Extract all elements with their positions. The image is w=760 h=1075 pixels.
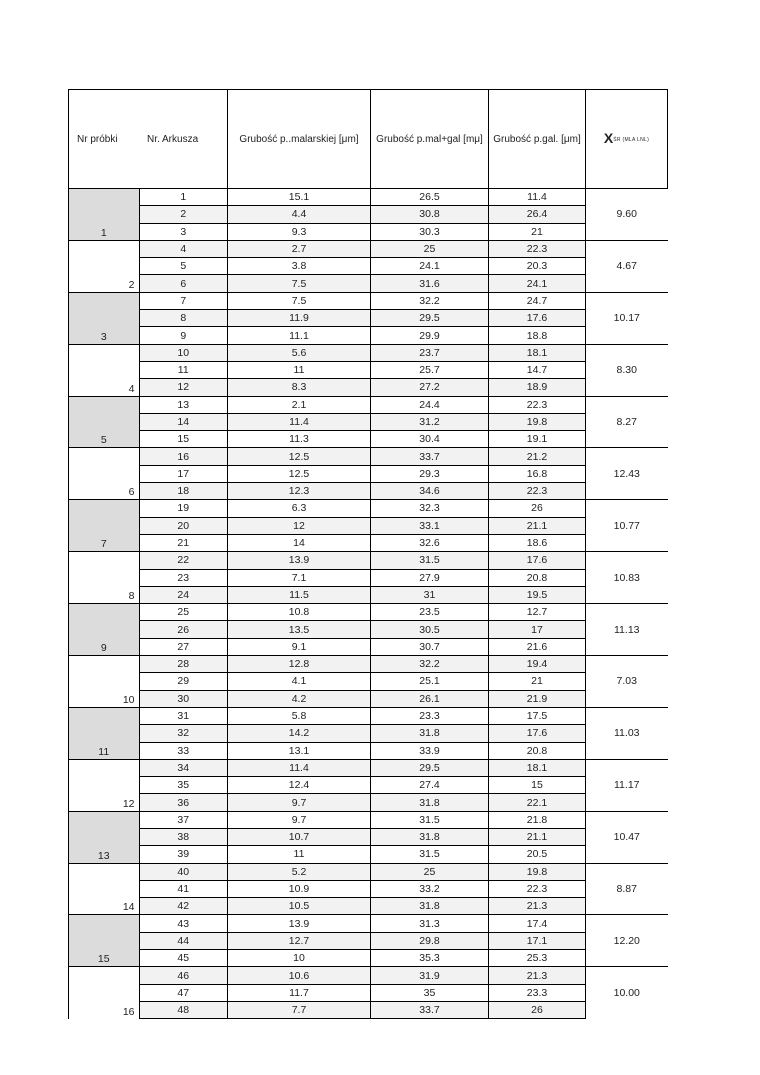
table-row <box>69 361 668 378</box>
sheet-number-cell: 18 <box>139 483 228 500</box>
table-row <box>69 621 668 638</box>
paint-galv-thickness-cell: 26.1 <box>371 690 489 707</box>
sheet-number-cell: 21 <box>139 534 228 551</box>
galv-thickness-cell: 14.7 <box>489 361 586 378</box>
table-row <box>69 673 668 690</box>
table-row <box>69 379 668 396</box>
paint-thickness-cell: 7.5 <box>228 275 371 292</box>
galv-thickness-cell: 17.4 <box>489 915 586 932</box>
paint-thickness-cell: 9.7 <box>228 811 371 828</box>
paint-galv-thickness-cell: 29.8 <box>371 932 489 949</box>
sheet-number-cell: 17 <box>139 465 228 482</box>
paint-galv-thickness-cell: 31 <box>371 586 489 603</box>
galv-thickness-cell: 20.5 <box>489 846 586 863</box>
sample-number-cell: 16 <box>69 967 140 1019</box>
sheet-number-cell: 11 <box>139 361 228 378</box>
paint-galv-thickness-cell: 25.1 <box>371 673 489 690</box>
sheet-number-cell: 29 <box>139 673 228 690</box>
table-row <box>69 777 668 794</box>
paint-thickness-cell: 14.2 <box>228 725 371 742</box>
sample-number-cell: 12 <box>69 759 140 811</box>
sheet-number-cell: 3 <box>139 223 228 240</box>
galv-thickness-cell: 22.3 <box>489 880 586 897</box>
paint-thickness-cell: 4.4 <box>228 206 371 223</box>
paint-galv-thickness-cell: 32.2 <box>371 656 489 673</box>
table-row <box>69 880 668 897</box>
average-cell: 10.17 <box>586 292 668 344</box>
paint-galv-thickness-cell: 32.3 <box>371 500 489 517</box>
sheet-number-cell: 20 <box>139 517 228 534</box>
header-nr-arkusza: Nr. Arkusza <box>139 90 228 189</box>
sheet-number-cell: 42 <box>139 898 228 915</box>
sheet-number-cell: 16 <box>139 448 228 465</box>
paint-thickness-cell: 7.5 <box>228 292 371 309</box>
table-row <box>69 413 668 430</box>
table-row <box>69 828 668 845</box>
sample-number-cell: 6 <box>69 448 140 500</box>
paint-galv-thickness-cell: 23.7 <box>371 344 489 361</box>
galv-thickness-cell: 18.6 <box>489 534 586 551</box>
average-cell: 12.20 <box>586 915 668 967</box>
paint-thickness-cell: 5.6 <box>228 344 371 361</box>
paint-galv-thickness-cell: 30.4 <box>371 431 489 448</box>
table-row <box>69 950 668 967</box>
galv-thickness-cell: 21.6 <box>489 638 586 655</box>
galv-thickness-cell: 21.2 <box>489 448 586 465</box>
table-row <box>69 465 668 482</box>
sheet-number-cell: 31 <box>139 707 228 724</box>
paint-thickness-cell: 12.3 <box>228 483 371 500</box>
galv-thickness-cell: 24.7 <box>489 292 586 309</box>
table-row <box>69 223 668 240</box>
sheet-number-cell: 28 <box>139 656 228 673</box>
galv-thickness-cell: 17.1 <box>489 932 586 949</box>
header-average <box>586 90 668 189</box>
galv-thickness-cell: 15 <box>489 777 586 794</box>
sheet-number-cell: 39 <box>139 846 228 863</box>
sample-number-cell: 5 <box>69 396 140 448</box>
average-subscript: ŚR (MLA LNL) <box>613 136 650 143</box>
paint-galv-thickness-cell: 35 <box>371 984 489 1001</box>
paint-galv-thickness-cell: 23.5 <box>371 604 489 621</box>
table-row <box>69 863 668 880</box>
average-cell: 10.83 <box>586 552 668 604</box>
paint-thickness-cell: 11.1 <box>228 327 371 344</box>
sample-number-cell: 11 <box>69 707 140 759</box>
paint-galv-thickness-cell: 31.9 <box>371 967 489 984</box>
average-cell: 8.87 <box>586 863 668 915</box>
paint-thickness-cell: 13.1 <box>228 742 371 759</box>
paint-galv-thickness-cell: 30.8 <box>371 206 489 223</box>
paint-thickness-cell: 12.4 <box>228 777 371 794</box>
galv-thickness-cell: 19.1 <box>489 431 586 448</box>
paint-thickness-cell: 9.3 <box>228 223 371 240</box>
sheet-number-cell: 27 <box>139 638 228 655</box>
sheet-number-cell: 40 <box>139 863 228 880</box>
paint-galv-thickness-cell: 34.6 <box>371 483 489 500</box>
table-row <box>69 1001 668 1018</box>
sheet-number-cell: 48 <box>139 1001 228 1018</box>
sample-number-cell: 10 <box>69 656 140 708</box>
table-row <box>69 759 668 776</box>
sheet-number-cell: 34 <box>139 759 228 776</box>
galv-thickness-cell: 19.5 <box>489 586 586 603</box>
galv-thickness-cell: 18.1 <box>489 759 586 776</box>
paint-galv-thickness-cell: 32.6 <box>371 534 489 551</box>
sheet-number-cell: 5 <box>139 258 228 275</box>
paint-thickness-cell: 8.3 <box>228 379 371 396</box>
average-cell: 11.03 <box>586 707 668 759</box>
paint-thickness-cell: 4.1 <box>228 673 371 690</box>
sheet-number-cell: 9 <box>139 327 228 344</box>
sheet-number-cell: 13 <box>139 396 228 413</box>
paint-thickness-cell: 6.3 <box>228 500 371 517</box>
paint-galv-thickness-cell: 31.8 <box>371 898 489 915</box>
header-grubosc-gal: Grubość p.gal. [μm] <box>489 90 586 189</box>
average-cell: 9.60 <box>586 189 668 241</box>
table-row <box>69 846 668 863</box>
sheet-number-cell: 7 <box>139 292 228 309</box>
table-row <box>69 310 668 327</box>
paint-thickness-cell: 15.1 <box>228 189 371 206</box>
paint-thickness-cell: 2.7 <box>228 240 371 257</box>
average-cell: 8.30 <box>586 344 668 396</box>
galv-thickness-cell: 26 <box>489 500 586 517</box>
paint-galv-thickness-cell: 31.8 <box>371 725 489 742</box>
sheet-number-cell: 22 <box>139 552 228 569</box>
paint-galv-thickness-cell: 26.5 <box>371 189 489 206</box>
table-row <box>69 742 668 759</box>
galv-thickness-cell: 20.8 <box>489 569 586 586</box>
paint-galv-thickness-cell: 29.9 <box>371 327 489 344</box>
paint-galv-thickness-cell: 24.4 <box>371 396 489 413</box>
paint-thickness-cell: 12 <box>228 517 371 534</box>
table-row <box>69 967 668 984</box>
galv-thickness-cell: 18.1 <box>489 344 586 361</box>
galv-thickness-cell: 18.8 <box>489 327 586 344</box>
header-grubosc-malarskiej: Grubość p..malarskiej [μm] <box>228 90 371 189</box>
sheet-number-cell: 10 <box>139 344 228 361</box>
paint-galv-thickness-cell: 31.6 <box>371 275 489 292</box>
sheet-number-cell: 43 <box>139 915 228 932</box>
sample-number-cell: 4 <box>69 344 140 396</box>
table-header <box>69 90 668 189</box>
sheet-number-cell: 14 <box>139 413 228 430</box>
galv-thickness-cell: 16.8 <box>489 465 586 482</box>
sheet-number-cell: 26 <box>139 621 228 638</box>
sheet-number-cell: 25 <box>139 604 228 621</box>
paint-thickness-cell: 13.9 <box>228 915 371 932</box>
table-row <box>69 915 668 932</box>
galv-thickness-cell: 19.8 <box>489 413 586 430</box>
paint-galv-thickness-cell: 33.1 <box>371 517 489 534</box>
sheet-number-cell: 36 <box>139 794 228 811</box>
paint-thickness-cell: 11 <box>228 846 371 863</box>
galv-thickness-cell: 22.3 <box>489 240 586 257</box>
paint-galv-thickness-cell: 27.2 <box>371 379 489 396</box>
paint-thickness-cell: 5.8 <box>228 707 371 724</box>
table-row <box>69 344 668 361</box>
table-row <box>69 206 668 223</box>
galv-thickness-cell: 18.9 <box>489 379 586 396</box>
table-row <box>69 552 668 569</box>
sheet-number-cell: 44 <box>139 932 228 949</box>
table-row <box>69 638 668 655</box>
sheet-number-cell: 41 <box>139 880 228 897</box>
paint-thickness-cell: 11.9 <box>228 310 371 327</box>
header-nr-probki: Nr próbki <box>69 90 140 189</box>
galv-thickness-cell: 21 <box>489 223 586 240</box>
galv-thickness-cell: 19.8 <box>489 863 586 880</box>
average-cell: 10.00 <box>586 967 668 1019</box>
galv-thickness-cell: 26.4 <box>489 206 586 223</box>
table-row <box>69 604 668 621</box>
paint-thickness-cell: 13.5 <box>228 621 371 638</box>
sample-number-cell: 3 <box>69 292 140 344</box>
paint-galv-thickness-cell: 30.5 <box>371 621 489 638</box>
sheet-number-cell: 8 <box>139 310 228 327</box>
galv-thickness-cell: 21.3 <box>489 898 586 915</box>
paint-thickness-cell: 10.6 <box>228 967 371 984</box>
paint-galv-thickness-cell: 25 <box>371 240 489 257</box>
table-row <box>69 240 668 257</box>
sheet-number-cell: 37 <box>139 811 228 828</box>
sheet-number-cell: 19 <box>139 500 228 517</box>
table-row <box>69 258 668 275</box>
paint-thickness-cell: 9.1 <box>228 638 371 655</box>
sheet-number-cell: 45 <box>139 950 228 967</box>
average-symbol: X <box>603 129 614 146</box>
sample-number-cell: 2 <box>69 240 140 292</box>
galv-thickness-cell: 23.3 <box>489 984 586 1001</box>
average-cell: 8.27 <box>586 396 668 448</box>
table-row <box>69 448 668 465</box>
paint-thickness-cell: 12.7 <box>228 932 371 949</box>
sample-number-cell: 7 <box>69 500 140 552</box>
measurement-table-sheet <box>68 89 668 1019</box>
paint-thickness-cell: 10.9 <box>228 880 371 897</box>
paint-galv-thickness-cell: 33.7 <box>371 1001 489 1018</box>
table-row <box>69 517 668 534</box>
paint-thickness-cell: 3.8 <box>228 258 371 275</box>
galv-thickness-cell: 19.4 <box>489 656 586 673</box>
paint-galv-thickness-cell: 25.7 <box>371 361 489 378</box>
paint-thickness-cell: 11.5 <box>228 586 371 603</box>
paint-galv-thickness-cell: 31.5 <box>371 552 489 569</box>
paint-galv-thickness-cell: 31.2 <box>371 413 489 430</box>
paint-galv-thickness-cell: 29.3 <box>371 465 489 482</box>
table-row <box>69 707 668 724</box>
paint-thickness-cell: 7.7 <box>228 1001 371 1018</box>
sheet-number-cell: 15 <box>139 431 228 448</box>
paint-thickness-cell: 7.1 <box>228 569 371 586</box>
galv-thickness-cell: 17.6 <box>489 310 586 327</box>
galv-thickness-cell: 12.7 <box>489 604 586 621</box>
table-row <box>69 483 668 500</box>
paint-thickness-cell: 12.5 <box>228 465 371 482</box>
sample-number-cell: 1 <box>69 189 140 241</box>
average-cell: 4.67 <box>586 240 668 292</box>
paint-galv-thickness-cell: 30.3 <box>371 223 489 240</box>
sheet-number-cell: 32 <box>139 725 228 742</box>
table-row <box>69 534 668 551</box>
galv-thickness-cell: 21.1 <box>489 517 586 534</box>
paint-galv-thickness-cell: 29.5 <box>371 310 489 327</box>
paint-galv-thickness-cell: 31.8 <box>371 828 489 845</box>
galv-thickness-cell: 25.3 <box>489 950 586 967</box>
header-grubosc-mal-gal: Grubość p.mal+gal [mμ] <box>371 90 489 189</box>
paint-thickness-cell: 12.8 <box>228 656 371 673</box>
paint-thickness-cell: 10.5 <box>228 898 371 915</box>
paint-galv-thickness-cell: 25 <box>371 863 489 880</box>
paint-thickness-cell: 9.7 <box>228 794 371 811</box>
sheet-number-cell: 2 <box>139 206 228 223</box>
galv-thickness-cell: 22.3 <box>489 483 586 500</box>
sample-number-cell: 15 <box>69 915 140 967</box>
table-row <box>69 794 668 811</box>
sheet-number-cell: 12 <box>139 379 228 396</box>
paint-galv-thickness-cell: 32.2 <box>371 292 489 309</box>
sheet-number-cell: 38 <box>139 828 228 845</box>
paint-thickness-cell: 10.7 <box>228 828 371 845</box>
galv-thickness-cell: 21.3 <box>489 967 586 984</box>
table-row <box>69 898 668 915</box>
paint-galv-thickness-cell: 23.3 <box>371 707 489 724</box>
table-row <box>69 431 668 448</box>
average-cell: 11.13 <box>586 604 668 656</box>
sheet-number-cell: 4 <box>139 240 228 257</box>
paint-galv-thickness-cell: 33.7 <box>371 448 489 465</box>
measurement-table <box>68 89 668 1019</box>
galv-thickness-cell: 20.3 <box>489 258 586 275</box>
table-row <box>69 656 668 673</box>
sample-number-cell: 8 <box>69 552 140 604</box>
table-row <box>69 932 668 949</box>
sample-number-cell: 9 <box>69 604 140 656</box>
header-row <box>69 90 668 189</box>
sheet-number-cell: 6 <box>139 275 228 292</box>
average-cell: 10.77 <box>586 500 668 552</box>
paint-galv-thickness-cell: 31.5 <box>371 846 489 863</box>
table-row <box>69 275 668 292</box>
paint-thickness-cell: 11.3 <box>228 431 371 448</box>
galv-thickness-cell: 11.4 <box>489 189 586 206</box>
average-cell: 12.43 <box>586 448 668 500</box>
table-row <box>69 327 668 344</box>
paint-thickness-cell: 14 <box>228 534 371 551</box>
table-row <box>69 984 668 1001</box>
paint-thickness-cell: 5.2 <box>228 863 371 880</box>
sheet-number-cell: 33 <box>139 742 228 759</box>
paint-galv-thickness-cell: 24.1 <box>371 258 489 275</box>
paint-thickness-cell: 2.1 <box>228 396 371 413</box>
sample-number-cell: 13 <box>69 811 140 863</box>
galv-thickness-cell: 21 <box>489 673 586 690</box>
table-row <box>69 396 668 413</box>
paint-thickness-cell: 13.9 <box>228 552 371 569</box>
paint-thickness-cell: 11 <box>228 361 371 378</box>
galv-thickness-cell: 21.8 <box>489 811 586 828</box>
sample-number-cell: 14 <box>69 863 140 915</box>
table-row <box>69 586 668 603</box>
galv-thickness-cell: 20.8 <box>489 742 586 759</box>
paint-galv-thickness-cell: 27.9 <box>371 569 489 586</box>
table-row <box>69 189 668 206</box>
galv-thickness-cell: 17 <box>489 621 586 638</box>
table-body <box>69 189 668 1019</box>
paint-thickness-cell: 10 <box>228 950 371 967</box>
paint-galv-thickness-cell: 31.5 <box>371 811 489 828</box>
sheet-number-cell: 1 <box>139 189 228 206</box>
paint-galv-thickness-cell: 33.2 <box>371 880 489 897</box>
galv-thickness-cell: 21.9 <box>489 690 586 707</box>
galv-thickness-cell: 24.1 <box>489 275 586 292</box>
paint-galv-thickness-cell: 29.5 <box>371 759 489 776</box>
galv-thickness-cell: 22.1 <box>489 794 586 811</box>
sheet-number-cell: 24 <box>139 586 228 603</box>
paint-galv-thickness-cell: 31.3 <box>371 915 489 932</box>
table-row <box>69 690 668 707</box>
table-row <box>69 292 668 309</box>
paint-thickness-cell: 10.8 <box>228 604 371 621</box>
average-cell: 11.17 <box>586 759 668 811</box>
average-cell: 10.47 <box>586 811 668 863</box>
galv-thickness-cell: 22.3 <box>489 396 586 413</box>
paint-galv-thickness-cell: 35.3 <box>371 950 489 967</box>
paint-thickness-cell: 11.4 <box>228 759 371 776</box>
paint-galv-thickness-cell: 33.9 <box>371 742 489 759</box>
paint-thickness-cell: 4.2 <box>228 690 371 707</box>
table-row <box>69 569 668 586</box>
sheet-number-cell: 23 <box>139 569 228 586</box>
paint-thickness-cell: 11.7 <box>228 984 371 1001</box>
sheet-number-cell: 30 <box>139 690 228 707</box>
paint-thickness-cell: 12.5 <box>228 448 371 465</box>
galv-thickness-cell: 17.5 <box>489 707 586 724</box>
sheet-number-cell: 47 <box>139 984 228 1001</box>
galv-thickness-cell: 21.1 <box>489 828 586 845</box>
table-row <box>69 811 668 828</box>
paint-galv-thickness-cell: 30.7 <box>371 638 489 655</box>
paint-thickness-cell: 11.4 <box>228 413 371 430</box>
sheet-number-cell: 46 <box>139 967 228 984</box>
average-cell: 7.03 <box>586 656 668 708</box>
sheet-number-cell: 35 <box>139 777 228 794</box>
table-row <box>69 500 668 517</box>
galv-thickness-cell: 17.6 <box>489 552 586 569</box>
paint-galv-thickness-cell: 27.4 <box>371 777 489 794</box>
paint-galv-thickness-cell: 31.8 <box>371 794 489 811</box>
table-row <box>69 725 668 742</box>
galv-thickness-cell: 17.6 <box>489 725 586 742</box>
galv-thickness-cell: 26 <box>489 1001 586 1018</box>
